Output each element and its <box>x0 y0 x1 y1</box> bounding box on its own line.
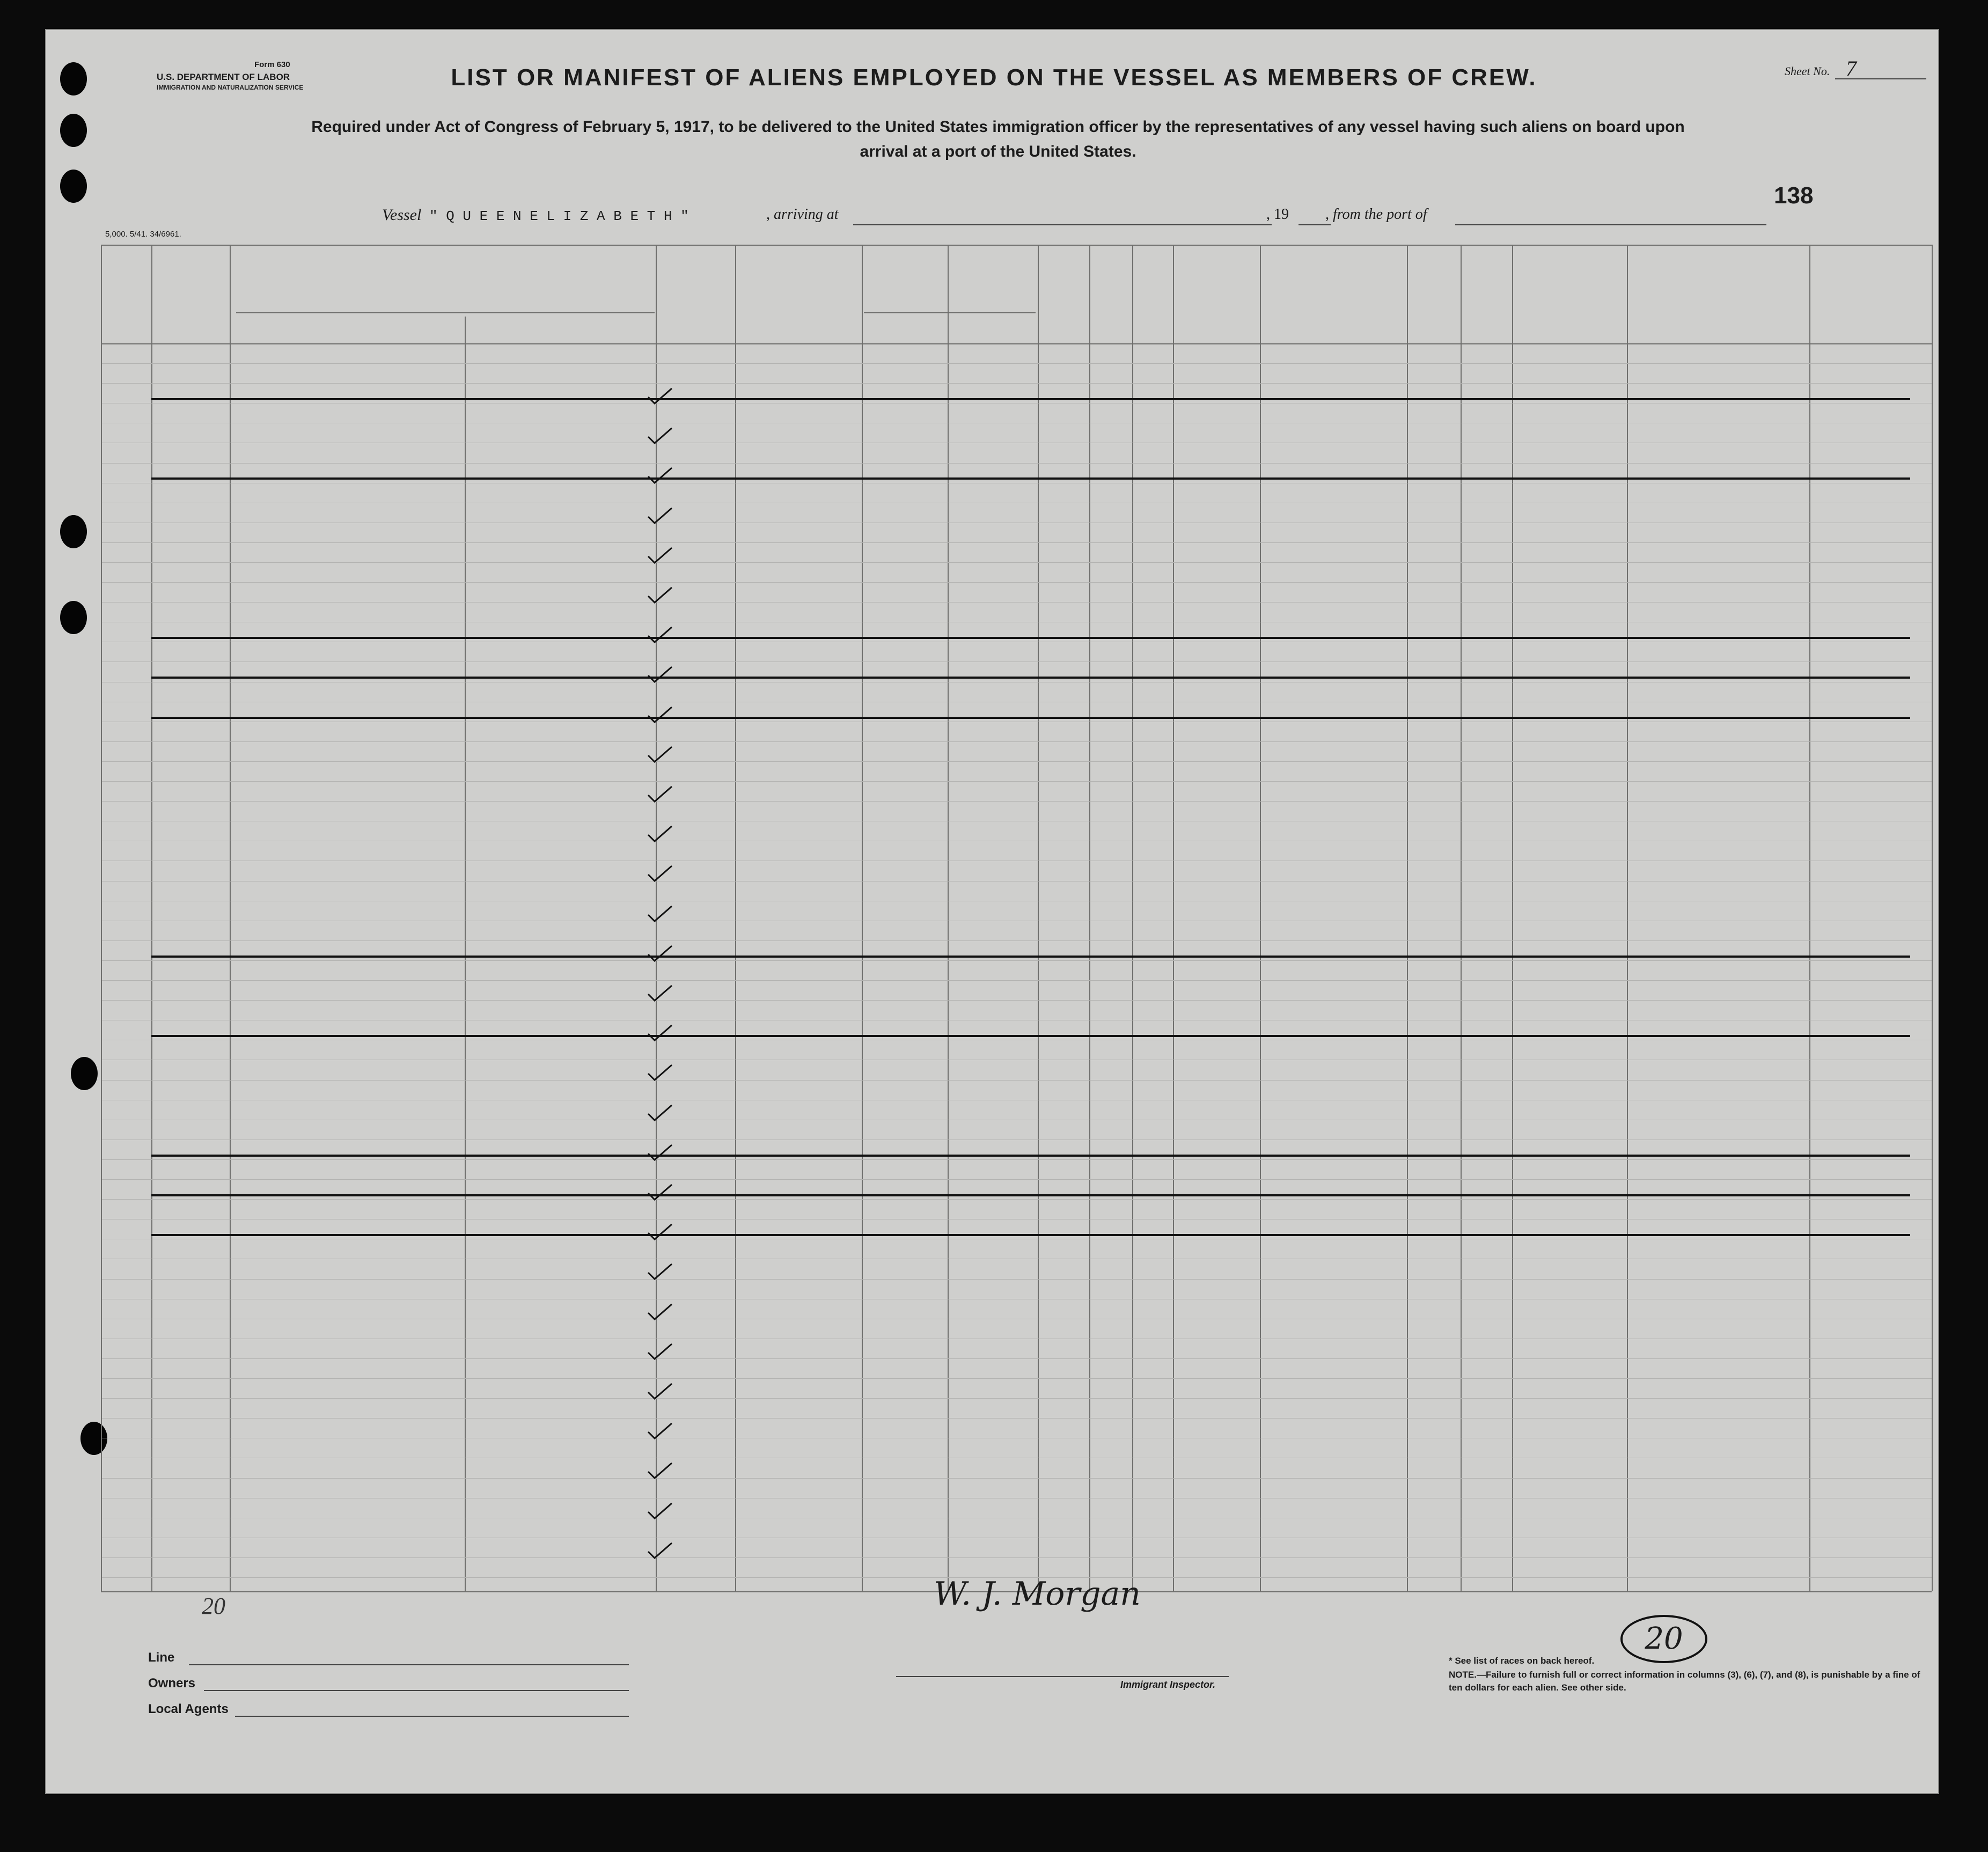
vessel-label: Vessel <box>382 206 422 224</box>
agents-field <box>235 1716 629 1717</box>
ruling-line <box>102 1159 1932 1160</box>
circled-count-value: 20 <box>1645 1621 1683 1656</box>
column-divider <box>1173 245 1174 1591</box>
sheet-number-value: 7 <box>1846 56 1857 80</box>
form-number: Form 630 <box>254 60 290 69</box>
column-divider <box>1809 245 1810 1591</box>
from-port-line <box>1455 224 1766 225</box>
ruling-line <box>102 1398 1932 1399</box>
shipped-subrule <box>864 312 1036 313</box>
column-divider <box>735 245 736 1591</box>
ruling-line <box>102 1199 1932 1200</box>
from-port-label: , from the port of <box>1325 206 1427 223</box>
check-mark-icon <box>647 427 673 444</box>
ruling-line <box>102 1080 1932 1081</box>
punch-hole <box>80 1422 107 1455</box>
page-number: 138 <box>1774 182 1814 209</box>
check-mark-icon <box>647 1144 673 1161</box>
header-bottom-rule <box>101 343 1932 344</box>
check-mark-icon <box>647 1263 673 1280</box>
department-label: U.S. DEPARTMENT OF LABOR <box>157 72 290 82</box>
year-line <box>1299 224 1331 225</box>
check-mark-icon <box>647 1462 673 1479</box>
ruling-line <box>102 363 1932 364</box>
ruling-line <box>102 761 1932 762</box>
check-mark-icon <box>647 1223 673 1240</box>
ruling-line <box>102 1179 1932 1180</box>
check-mark-icon <box>647 1024 673 1041</box>
check-mark-icon <box>647 825 673 842</box>
page-title: LIST OR MANIFEST OF ALIENS EMPLOYED ON THE VESSEL AS MEMBERS OF CREW. <box>451 64 1537 91</box>
column-divider <box>1932 245 1933 1591</box>
ruling-line <box>102 582 1932 583</box>
check-mark-icon <box>647 467 673 484</box>
check-mark-icon <box>647 706 673 723</box>
check-mark-icon <box>647 626 673 643</box>
ruling-line <box>102 542 1932 543</box>
column-divider <box>101 245 102 1591</box>
ruling-line <box>102 1557 1932 1558</box>
strike-through-line <box>151 477 1910 480</box>
ruling-line <box>102 741 1932 742</box>
check-mark-icon <box>647 1184 673 1201</box>
ruling-line <box>102 1000 1932 1001</box>
pencil-tally: 20 <box>202 1593 225 1619</box>
ruling-line <box>102 1279 1932 1280</box>
strike-through-line <box>151 637 1910 639</box>
check-mark-icon <box>647 1542 673 1559</box>
print-code: 5,000. 5/41. 34/6961. <box>105 230 181 239</box>
ruling-line <box>102 940 1932 941</box>
arriving-label: , arriving at <box>766 206 839 223</box>
column-divider <box>230 245 231 1591</box>
ruling-line <box>102 1358 1932 1359</box>
check-mark-icon <box>647 387 673 405</box>
ruling-line <box>102 1478 1932 1479</box>
column-divider <box>1038 245 1039 1591</box>
owners-field <box>204 1690 629 1691</box>
strike-through-line <box>151 1234 1910 1236</box>
inspector-label: Immigrant Inspector. <box>1120 1679 1216 1690</box>
check-mark-icon <box>647 746 673 763</box>
check-mark-icon <box>647 547 673 564</box>
punch-hole <box>60 170 87 203</box>
ruling-line <box>102 1418 1932 1419</box>
manifest-sheet <box>45 29 1939 1794</box>
page-subtitle: Required under Act of Congress of February 5, 1917, to be delivered to the United States immigration officer by the representatives of any vessel having such aliens on board upon arrival at a port of the United States. <box>311 118 1685 160</box>
table-top-rule <box>101 245 1932 246</box>
ruling-line <box>102 1378 1932 1379</box>
punch-hole <box>60 515 87 548</box>
punch-hole <box>71 1057 98 1090</box>
strike-through-line <box>151 717 1910 719</box>
owners-label: Owners <box>148 1676 196 1691</box>
strike-through-line <box>151 1155 1910 1157</box>
sheet-number-label: Sheet No. <box>1785 64 1830 78</box>
check-mark-icon <box>647 1104 673 1121</box>
ruling-line <box>102 960 1932 961</box>
service-label: IMMIGRATION AND NATURALIZATION SERVICE <box>157 84 304 91</box>
column-divider <box>1132 245 1133 1591</box>
check-mark-icon <box>647 785 673 803</box>
strike-through-line <box>151 677 1910 679</box>
punch-hole <box>60 601 87 634</box>
ruling-line <box>102 463 1932 464</box>
agents-label: Local Agents <box>148 1702 229 1716</box>
check-mark-icon <box>647 945 673 962</box>
check-mark-icon <box>647 905 673 922</box>
column-divider <box>1089 245 1090 1591</box>
check-mark-icon <box>647 1303 673 1320</box>
column-divider <box>1627 245 1628 1591</box>
ruling-line <box>102 781 1932 782</box>
check-mark-icon <box>647 1422 673 1439</box>
check-mark-icon <box>647 984 673 1002</box>
column-divider <box>1260 245 1261 1591</box>
shipped-subdivider <box>948 317 949 1591</box>
strike-through-line <box>151 956 1910 958</box>
inspector-line <box>896 1676 1229 1677</box>
penalty-note: NOTE.—Failure to furnish full or correct information in columns (3), (6), (7), and (8), is punishable by a fine of ten dollars for each alien. See other side. <box>1449 1670 1920 1693</box>
column-divider <box>151 245 152 1591</box>
ruling-line <box>102 801 1932 802</box>
name-subrule <box>236 312 655 313</box>
column-divider <box>862 245 863 1591</box>
check-mark-icon <box>647 1502 673 1519</box>
ruling-line <box>102 562 1932 563</box>
check-mark-icon <box>647 1383 673 1400</box>
column-divider <box>1512 245 1513 1591</box>
check-mark-icon <box>647 865 673 882</box>
strike-through-line <box>151 1194 1910 1196</box>
check-mark-icon <box>647 1064 673 1081</box>
vessel-name: " Q U E E N E L I Z A B E T H " <box>429 208 689 224</box>
line-label: Line <box>148 1650 175 1665</box>
check-mark-icon <box>647 1343 673 1360</box>
check-mark-icon <box>647 507 673 524</box>
year-label: , 19 <box>1266 206 1289 223</box>
column-divider <box>1461 245 1462 1591</box>
column-divider <box>1407 245 1408 1591</box>
arriving-line <box>853 224 1272 225</box>
races-note: * See list of races on back hereof. <box>1449 1656 1595 1666</box>
name-subdivider <box>465 317 466 1591</box>
ruling-line <box>102 980 1932 981</box>
inspector-signature: W. J. Morgan <box>934 1575 1141 1613</box>
circled-count <box>1620 1615 1707 1663</box>
ruling-line <box>102 383 1932 384</box>
strike-through-line <box>151 1035 1910 1037</box>
strike-through-line <box>151 398 1910 400</box>
punch-hole <box>60 114 87 147</box>
check-mark-icon <box>647 586 673 604</box>
check-mark-icon <box>647 666 673 683</box>
line-field <box>189 1664 629 1665</box>
